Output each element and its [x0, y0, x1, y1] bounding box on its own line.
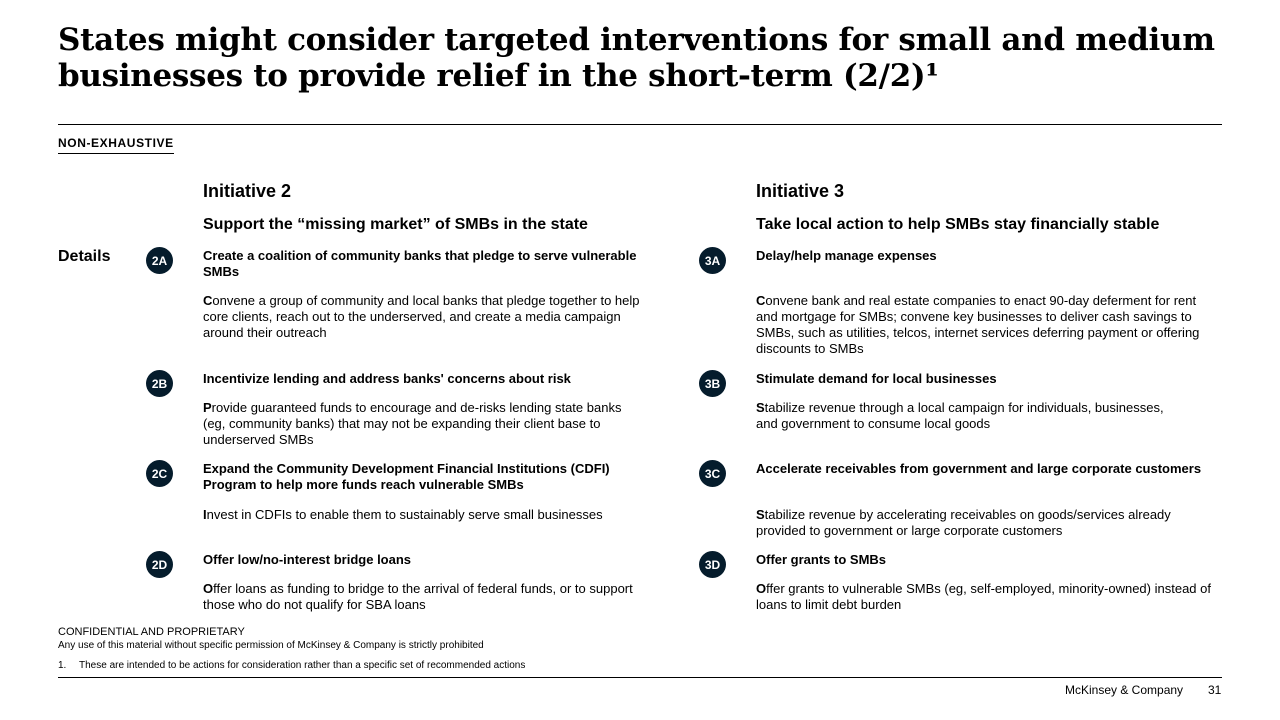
item-2d-title: Offer low/no-interest bridge loans [203, 552, 412, 567]
badge-2b: 2B [146, 370, 173, 397]
item-3b-body: Stabilize revenue through a local campaign for individuals, businesses, and government to consume local goods [756, 400, 1164, 431]
badge-3a: 3A [699, 247, 726, 274]
item-2a-body: Convene a group of community and local banks that pledge together to help core clients, reach out to the underserved, and create a media campaign around their outreach [203, 293, 640, 340]
item-3d-body: Offer grants to vulnerable SMBs (eg, self-employed, minority-owned) instead of loans to limit debt burden [756, 581, 1211, 612]
badge-2a: 2A [146, 247, 173, 274]
initiative-2-subheading: Support the “missing market” of SMBs in the state [203, 216, 588, 233]
badge-3c: 3C [699, 460, 726, 487]
permission-notice: Any use of this material without specific permission of McKinsey & Company is strictly prohibited [58, 640, 484, 651]
item-3d-title: Offer grants to SMBs [756, 552, 887, 567]
page-title: States might consider targeted interventions for small and medium businesses to provide relief in the short-term (2/2)¹ [58, 22, 1215, 94]
non-exhaustive-tag: NON-EXHAUSTIVE [58, 136, 174, 154]
item-3a-title: Delay/help manage expenses [756, 248, 937, 263]
initiative-2-heading: Initiative 2 [203, 181, 292, 201]
badge-2d: 2D [146, 551, 173, 578]
item-2d-body: Offer loans as funding to bridge to the arrival of federal funds, or to support those who do not qualify for SBA loans [203, 581, 633, 612]
badge-3d: 3D [699, 551, 726, 578]
item-3a-body: Convene bank and real estate companies to enact 90-day deferment for rent and mortgage for SMBs; convene key businesses to deliver cash savings to SMBs, such as utilities, telcos, internet services deferring payment or offering discounts to SMBs [756, 293, 1200, 356]
item-2c-body: Invest in CDFIs to enable them to sustainably serve small businesses [203, 507, 603, 522]
title-divider [58, 124, 1222, 125]
item-2a-title: Create a coalition of community banks that pledge to serve vulnerable SMBs [203, 248, 637, 279]
details-label: Details [58, 248, 111, 265]
footnote-number: 1. [58, 660, 67, 671]
item-2b-body: Provide guaranteed funds to encourage and de-risks lending state banks (eg, community banks) that may not be expanding their client base to underserved SMBs [203, 400, 622, 447]
confidential-notice: CONFIDENTIAL AND PROPRIETARY [58, 626, 245, 638]
item-3b-title: Stimulate demand for local businesses [756, 371, 997, 386]
badge-3b: 3B [699, 370, 726, 397]
page-number: 31 [1208, 683, 1222, 697]
badge-2c: 2C [146, 460, 173, 487]
item-3c-title: Accelerate receivables from government and large corporate customers [756, 461, 1202, 476]
item-3c-body: Stabilize revenue by accelerating receivables on goods/services already provided to government or large corporate customers [756, 507, 1171, 538]
item-2b-title: Incentivize lending and address banks' concerns about risk [203, 371, 571, 386]
initiative-3-heading: Initiative 3 [756, 181, 845, 201]
footnote [58, 659, 525, 672]
brand-name: McKinsey & Company [1065, 683, 1184, 697]
footer-divider [58, 677, 1222, 678]
item-2c-title: Expand the Community Development Financial Institutions (CDFI) Program to help more funds reach vulnerable SMBs [203, 461, 610, 492]
initiative-3-subheading: Take local action to help SMBs stay financially stable [756, 216, 1160, 233]
footnote-text: These are intended to be actions for consideration rather than a specific set of recommended actions [79, 660, 526, 671]
